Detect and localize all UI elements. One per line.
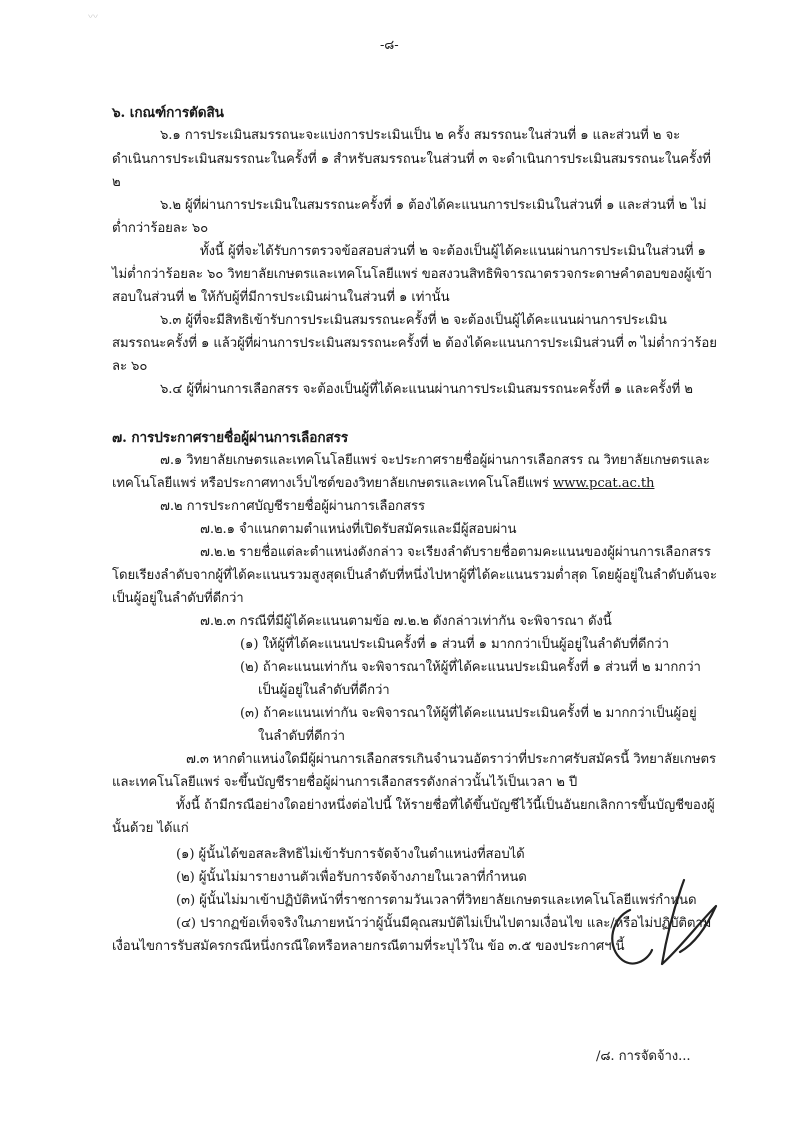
section-6-text-line: สมรรถนะครั้งที่ ๑ แล้วผู้ที่ผ่านการประเมินสมรรถนะครั้งที่ ๒ ต้องได้คะแนนการประเมินส่วนที่ ๓ ไม่ต่ำกว่าร้อย	[112, 336, 717, 351]
section-6-text-line: ๖.๓ ผู้ที่จะมีสิทธิเข้ารับการประเมินสมรรถนะครั้งที่ ๒ จะต้องเป็นผู้ได้คะแนนผ่านการประเมิน	[160, 313, 667, 328]
section-6-text-line: ไม่ต่ำกว่าร้อยละ ๖๐ วิทยาลัยเกษตรและเทคโนโลยีแพร่ ขอสงวนสิทธิพิจารณาตรวจกระดาษคำตอบของผู้เข้า	[112, 267, 712, 282]
section-7-heading: ๗. การประกาศรายชื่อผู้ผ่านการเลือกสรร	[112, 430, 349, 446]
section-7-text-line: และเทคโนโลยีแพร่ จะขึ้นบัญชีรายชื่อผู้ผ่านการเลือกสรรดังกล่าวนั้นไว้เป็นเวลา ๒ ปี	[112, 775, 578, 790]
section-7-text-line: ๗.๒.๓ กรณีที่มีผู้ได้คะแนนตามข้อ ๗.๒.๒ ดังกล่าวเท่ากัน จะพิจารณา ดังนี้	[200, 614, 612, 629]
section-6-text-line: ๖.๒ ผู้ที่ผ่านการประเมินในสมรรถนะครั้งที่ ๑ ต้องได้คะแนนการประเมินในส่วนที่ ๑ และส่วนที่ ๒ ไม่	[160, 198, 707, 213]
section-6-text-line: สอบในส่วนที่ ๒ ให้กับผู้ที่มีการประเมินผ่านในส่วนที่ ๑ เท่านั้น	[112, 290, 450, 305]
section-7-text-line: (๔) ปรากฏข้อเท็จจริงในภายหน้าว่าผู้นั้นมีคุณสมบัติไม่เป็นไปตามเงื่อนไข และ/หรือไม่ปฏิบัติตาม	[176, 916, 712, 931]
signature-mark	[598, 878, 738, 978]
section-6-text-line: ๖.๑ การประเมินสมรรถนะจะแบ่งการประเมินเป็น ๒ ครั้ง สมรรถนะในส่วนที่ ๑ และส่วนที่ ๒ จะ	[160, 128, 681, 143]
section-7-text-line: (๓) ผู้นั้นไม่มาเข้าปฏิบัติหน้าที่ราชการตามวันเวลาที่วิทยาลัยเกษตรและเทคโนโลยีแพร่กำหนด	[176, 893, 697, 908]
section-7-text-line: (๒) ผู้นั้นไม่มารายงานตัวเพื่อรับการจัดจ้างภายในเวลาที่กำหนด	[176, 870, 527, 885]
section-6-text-line: ต่ำกว่าร้อยละ ๖๐	[112, 221, 209, 236]
section-7-text-line: ๗.๑ วิทยาลัยเกษตรและเทคโนโลยีแพร่ จะประกาศรายชื่อผู้ผ่านการเลือกสรร ณ วิทยาลัยเกษตรและ	[160, 453, 710, 468]
website-link[interactable]: www.pcat.ac.th	[552, 476, 655, 491]
section-6-text-line: ๒	[112, 175, 121, 190]
section-7-text-line: ๗.๒.๒ รายชื่อแต่ละตำแหน่งดังกล่าว จะเรียงลำดับรายชื่อตามคะแนนของผู้ผ่านการเลือกสรร	[200, 545, 711, 560]
section-6-text-line: ๖.๔ ผู้ที่ผ่านการเลือกสรร จะต้องเป็นผู้ที่ได้คะแนนผ่านการประเมินสมรรถนะครั้งที่ ๑ และครั้งที่ ๒	[160, 382, 693, 397]
section-6-text-line: ทั้งนี้ ผู้ที่จะได้รับการตรวจข้อสอบส่วนที่ ๒ จะต้องเป็นผู้ได้คะแนนผ่านการประเมินในส่วนที่ ๑	[200, 244, 706, 259]
section-7-text-line: เป็นผู้อยู่ในลำดับที่ดีกว่า	[112, 591, 244, 606]
section-6-text-line: ดำเนินการประเมินสมรรถนะในครั้งที่ ๑ สำหรับสมรรถนะในส่วนที่ ๓ จะดำเนินการประเมินสมรรถนะในครั้งที่	[112, 152, 711, 167]
section-7-text-line: นั้นด้วย ได้แก่	[112, 821, 189, 836]
section-7-text-line: (๑) ผู้นั้นได้ขอสละสิทธิไม่เข้ารับการจัดจ้างในตำแหน่งที่สอบได้	[176, 847, 525, 862]
section-7-text-line: ๗.๓ หากตำแหน่งใดมีผู้ผ่านการเลือกสรรเกินจำนวนอัตราว่าที่ประกาศรับสมัครนี้ วิทยาลัยเกษตร	[186, 752, 716, 767]
page-number: -๘-	[380, 38, 399, 53]
section-7-website-line	[112, 474, 654, 494]
corner-mark: 〰	[88, 12, 98, 23]
section-7-text-line: (๓) ถ้าคะแนนเท่ากัน จะพิจารณาให้ผู้ที่ได้คะแนนประเมินครั้งที่ ๒ มากกว่าเป็นผู้อยู่	[240, 706, 697, 721]
section-6-text-line: ละ ๖๐	[112, 359, 148, 374]
section-7-text-line: (๑) ให้ผู้ที่ได้คะแนนประเมินครั้งที่ ๑ ส่วนที่ ๑ มากกว่าเป็นผู้อยู่ในลำดับที่ดีกว่า	[240, 637, 669, 652]
section-7-text-line: เงื่อนไขการรับสมัครกรณีหนึ่งกรณีใดหรือหลายกรณีตามที่ระบุไว้ใน ข้อ ๓.๕ ของประกาศฯ นี้	[112, 939, 625, 954]
section-7-text-line: ๗.๒ การประกาศบัญชีรายชื่อผู้ผ่านการเลือกสรร	[160, 499, 425, 514]
section-7-text-line: โดยเรียงลำดับจากผู้ที่ได้คะแนนรวมสูงสุดเป็นลำดับที่หนึ่งไปหาผู้ที่ได้คะแนนรวมต่ำสุด โดยผู้อยู่ในลำดับต้นจะ	[112, 568, 717, 583]
section-7-text-line: (๒) ถ้าคะแนนเท่ากัน จะพิจารณาให้ผู้ที่ได้คะแนนประเมินครั้งที่ ๑ ส่วนที่ ๒ มากกว่า	[240, 660, 701, 675]
section-7-website-prefix: เทคโนโลยีแพร่ หรือประกาศทางเว็บไซต์ของวิทยาลัยเกษตรและเทคโนโลยีแพร่	[112, 476, 549, 491]
section-7-text-line: ทั้งนี้ ถ้ามีกรณีอย่างใดอย่างหนึ่งต่อไปนี้ ให้รายชื่อที่ได้ขึ้นบัญชีไว้นี้เป็นอันยกเลิกการขึ้นบัญชีของผู้	[176, 798, 715, 813]
continuation-marker: /๘. การจัดจ้าง...	[596, 1049, 691, 1064]
section-7-text-line: ๗.๒.๑ จำแนกตามตำแหน่งที่เปิดรับสมัครและมีผู้สอบผ่าน	[200, 522, 517, 537]
section-6-heading: ๖. เกณฑ์การตัดสิน	[112, 105, 224, 121]
section-7-text-line: เป็นผู้อยู่ในลำดับที่ดีกว่า	[258, 683, 390, 698]
section-7-text-line: ในลำดับที่ดีกว่า	[258, 729, 345, 744]
